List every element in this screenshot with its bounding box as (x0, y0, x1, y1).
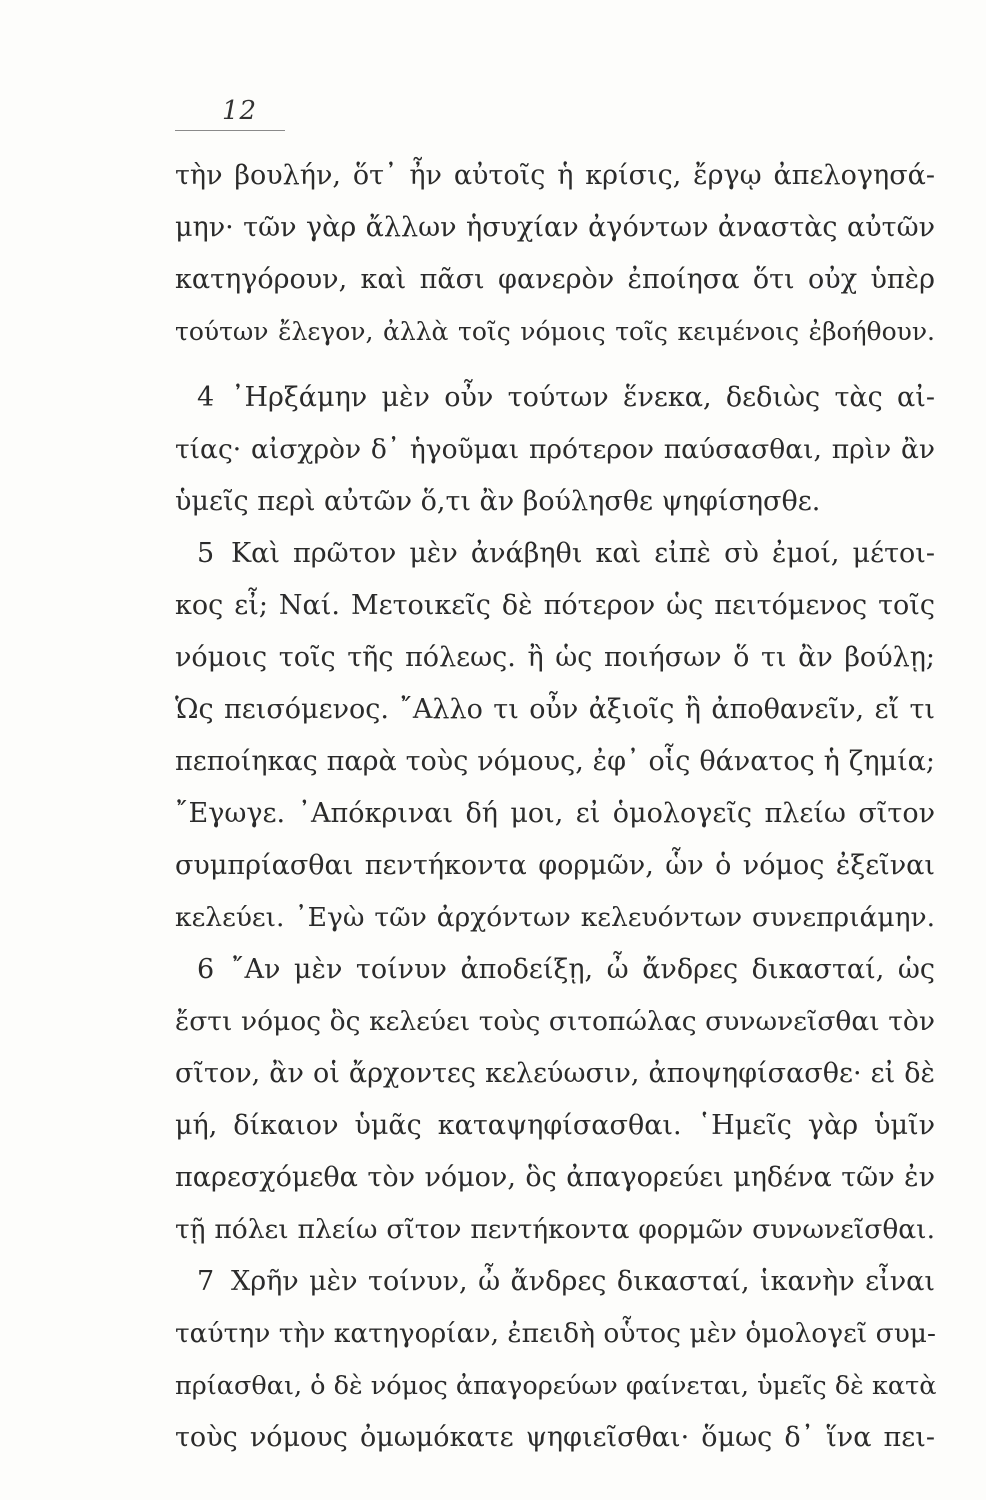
text-line-section-4: 4 ᾽Ηρξάμην μὲν οὖν τούτων ἕνεκα, δεδιὼς τὰς αἰ- (175, 372, 935, 424)
text-line: κος εἶ; Ναί. Μετοικεῖς δὲ πότερον ὡς πειτόμενος τοῖς (175, 590, 935, 621)
text-line: τοὺς νόμους ὀμωμόκατε ψηφιεῖσθαι· ὅμως δ᾽ ἵνα πει- (175, 1422, 935, 1453)
text-line-section-6: 6 ῎Αν μὲν τοίνυν ἀποδείξῃ, ὦ ἄνδρες δικασταί, ὡς (175, 944, 935, 996)
text-line: πρίασθαι, ὁ δὲ νόμος ἀπαγορεύων φαίνεται, ὑμεῖς δὲ κατὰ (175, 1371, 937, 1401)
header-rule (175, 130, 285, 131)
text-line: τῇ πόλει πλείω σῖτον πεντήκοντα φορμῶν συνωνεῖσθαι. (175, 1214, 935, 1245)
text-line: ῎Εγωγε. ᾽Απόκριναι δή μοι, εἰ ὁμολογεῖς πλείω σῖτον (175, 798, 935, 829)
text-line: σῖτον, ἂν οἱ ἄρχοντες κελεύωσιν, ἀποψηφίσασθε· εἰ δὲ (175, 1058, 935, 1089)
text-line: νόμοις τοῖς τῆς πόλεως. ἢ ὡς ποιήσων ὅ τι ἂν βούλῃ; (175, 642, 935, 673)
section-number: 7 (197, 1266, 215, 1297)
text-line-section-7: 7 Χρῆν μὲν τοίνυν, ὦ ἄνδρες δικασταί, ἱκανὴν εἶναι (175, 1256, 935, 1308)
text-line: παρεσχόμεθα τὸν νόμον, ὃς ἀπαγορεύει μηδένα τῶν ἐν (175, 1162, 935, 1193)
section-number: 4 (197, 382, 215, 413)
text-line-section-5: 5 Καὶ πρῶτον μὲν ἀνάβηθι καὶ εἰπὲ σὺ ἐμοί, μέτοι- (175, 528, 935, 580)
section-number: 5 (197, 538, 215, 569)
text-line: μην· τῶν γὰρ ἄλλων ἡσυχίαν ἀγόντων ἀναστὰς αὐτῶν (175, 212, 935, 243)
text-line: κελεύει. ᾽Εγὼ τῶν ἀρχόντων κελευόντων συνεπριάμην. (175, 902, 935, 933)
text-line: κατηγόρουν, καὶ πᾶσι φανερὸν ἐποίησα ὅτι οὐχ ὑπὲρ (175, 264, 935, 295)
greek-text-body (175, 150, 935, 1464)
text-line: πεποίηκας παρὰ τοὺς νόμους, ἐφ᾽ οἷς θάνατος ἡ ζημία; (175, 746, 935, 777)
page-number: 12 (222, 96, 258, 126)
text-line: ταύτην τὴν κατηγορίαν, ἐπειδὴ οὗτος μὲν ὁμολογεῖ συμ- (175, 1318, 936, 1349)
section-number: 6 (197, 954, 215, 985)
text-line: συμπρίασθαι πεντήκοντα φορμῶν, ὧν ὁ νόμος ἐξεῖναι (175, 850, 935, 881)
text-line: τούτων ἔλεγον, ἀλλὰ τοῖς νόμοις τοῖς κειμένοις ἐβοήθουν. (175, 317, 935, 346)
text-line: μή, δίκαιον ὑμᾶς καταψηφίσασθαι. ῾Ημεῖς γὰρ ὑμῖν (175, 1110, 935, 1141)
text-line: Ὡς πεισόμενος. ῎Αλλο τι οὖν ἀξιοῖς ἢ ἀποθανεῖν, εἴ τι (175, 694, 935, 725)
text-line: ἔστι νόμος ὃς κελεύει τοὺς σιτοπώλας συνωνεῖσθαι τὸν (175, 1006, 935, 1037)
text-line: τὴν βουλήν, ὅτ᾽ ἦν αὐτοῖς ἡ κρίσις, ἔργῳ ἀπελογησά- (175, 160, 935, 191)
text-line: τίας· αἰσχρὸν δ᾽ ἡγοῦμαι πρότερον παύσασθαι, πρὶν ἂν (175, 434, 935, 465)
text-line: ὑμεῖς περὶ αὐτῶν ὅ,τι ἂν βούλησθε ψηφίσησθε. (175, 486, 821, 517)
